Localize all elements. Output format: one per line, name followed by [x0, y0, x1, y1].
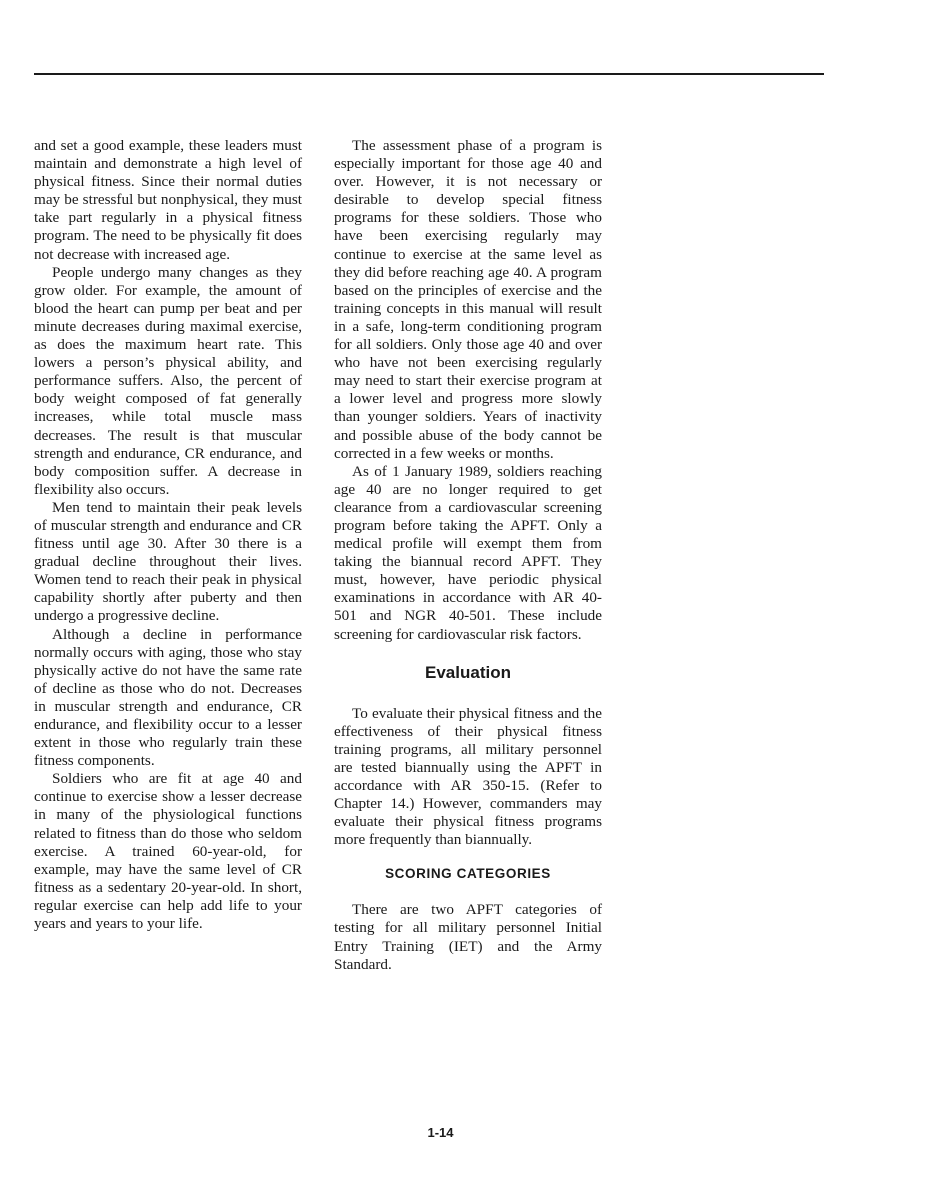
body-paragraph: Men tend to maintain their peak levels of muscular strength and endurance and CR fitness until age 30. After 30 there is a gradual decline throughout their lives. Women tend to reach their peak in physical capability shortly after puberty and then undergo a progressive decline.	[34, 498, 302, 625]
body-paragraph: The assessment phase of a program is especially important for those age 40 and over. However, it is not necessary or desirable to develop special fitness programs for these soldiers. Those who have been exercising regularly may continue to exercise at the same level as they did before reaching age 40. A program based on the principles of exercise and the training concepts in this manual will result in a safe, long-term conditioning program for all soldiers. Only those age 40 and over who have not been exercising regularly may need to start their exercise program at a lower level and progress more slowly than younger soldiers. Years of inactivity and possible abuse of the body cannot be corrected in a few weeks or months.	[334, 137, 602, 462]
body-paragraph: and set a good example, these leaders must maintain and demonstrate a high level of physical fitness. Since their normal duties may be stressful but nonphysical, they must take part regularly in a physical fitness program. The need to be physically fit does not decrease with increased age.	[34, 137, 302, 263]
page-number: 1-14	[427, 1125, 454, 1140]
right-column	[334, 137, 602, 974]
scoring-paragraph: There are two APFT categories of testing for all military personnel Initial Entry Training (IET) and the Army Standard.	[334, 901, 602, 973]
left-column	[34, 137, 302, 933]
body-paragraph: Soldiers who are fit at age 40 and continue to exercise show a lesser decrease in many of the physiological functions related to fitness than do those who seldom exercise. A trained 60-year-old, for example, may have the same level of CR fitness as a sedentary 20-year-old. In short, regular exercise can help add life to your years and years to your life.	[34, 770, 302, 933]
scoring-categories-heading: SCORING CATEGORIES	[385, 866, 551, 882]
evaluation-heading: Evaluation	[425, 662, 511, 682]
body-paragraph: As of 1 January 1989, soldiers reaching age 40 are no longer required to get clearance from a cardiovascular screening program before taking the APFT. Only a medical profile will exempt them from taking the biannual record APFT. They must, however, have periodic physical examinations in accordance with AR 40-501 and NGR 40-501. These include screening for cardiovascular risk factors.	[334, 462, 602, 643]
body-paragraph: Although a decline in performance normally occurs with aging, those who stay physically active do not have the same rate of decline as those who do not. Decreases in muscular strength and endurance, CR endurance, and flexibility occur to a lesser extent in those who regularly train these fitness components.	[34, 625, 302, 770]
header-rule	[34, 73, 824, 75]
body-paragraph: People undergo many changes as they grow older. For example, the amount of blood the heart can pump per beat and per minute decreases during maximal exercise, as does the maximum heart rate. This lowers a person’s physical ability, and performance suffers. Also, the percent of body weight composed of fat generally increases, while total muscle mass decreases. The result is that muscular strength and endurance, CR endurance, and body composition suffer. A decrease in flexibility also occurs.	[34, 263, 302, 498]
evaluation-paragraph: To evaluate their physical fitness and the effectiveness of their physical fitness training programs, all military personnel are tested biannually using the APFT in accordance with AR 350-15. (Refer to Chapter 14.) However, commanders may evaluate their physical fitness programs more frequently than biannually.	[334, 704, 602, 849]
